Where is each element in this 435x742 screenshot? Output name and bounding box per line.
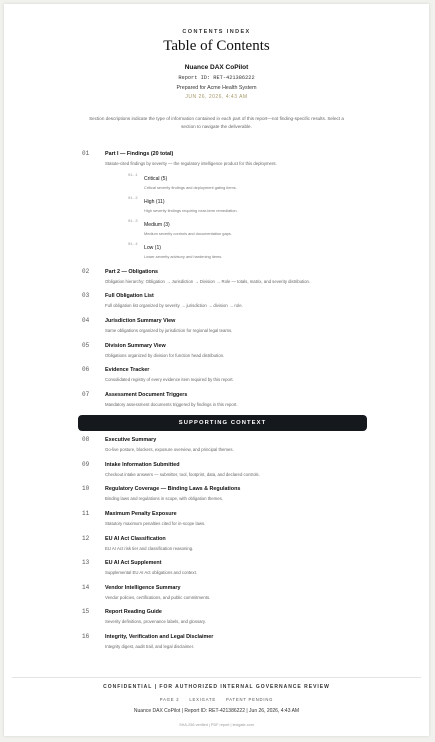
entry-description: Severity definitions, provenance labels, and glossary. <box>105 619 206 624</box>
entry-title: Assessment Document Triggers <box>105 392 188 398</box>
entry-title: Vendor Intelligence Summary <box>105 585 181 591</box>
entry-description: Full obligation list organized by severity → jurisdiction → division → role. <box>105 303 243 308</box>
intro-text: Section descriptions indicate the type of information contained in each part of this report—not finding-specific results. Select a section to navigate the deliverable. <box>89 116 344 129</box>
subentry-number: 01.1 <box>128 174 138 178</box>
entry-title: Executive Summary <box>105 437 157 443</box>
entry-title: Intake Information Submitted <box>105 462 180 468</box>
footer-id-line: Nuance DAX CoPilot | Report ID: RET-421386222 | Jun 26, 2026, 4:43 AM <box>133 708 300 714</box>
report-id: Report ID: RET-421386222 <box>178 75 255 81</box>
entry-number: 01 <box>82 150 90 157</box>
prepared-for: Prepared for Acme Health System <box>176 85 257 91</box>
entry-description: Mandatory assessment documents triggered by findings in this report. <box>105 402 238 407</box>
entry-description: Go-live posture, blockers, exposure overview, and principal themes. <box>105 447 234 452</box>
entry-number: 07 <box>82 391 90 398</box>
entry-description: Statutory maximum penalties cited for in-scope laws. <box>105 521 206 526</box>
subentry-description: Critical severity findings and deployment gating items. <box>144 185 237 190</box>
entry-number: 10 <box>82 485 90 492</box>
entry-number: 02 <box>82 268 90 275</box>
entry-title: Division Summary View <box>105 343 166 349</box>
brand-name: LEXIGATE <box>189 697 216 702</box>
entry-number: 11 <box>82 510 90 517</box>
entry-title: Maximum Penalty Exposure <box>105 511 177 517</box>
entry-number: 05 <box>82 342 90 349</box>
page-number: PAGE 2 <box>159 697 180 702</box>
subentry-title: Low (1) <box>144 245 161 251</box>
contents-eyebrow: CONTENTS INDEX <box>182 29 251 35</box>
subentry-number: 01.3 <box>128 220 138 224</box>
subentry-number: 01.2 <box>128 197 138 201</box>
entry-number: 12 <box>82 535 90 542</box>
entry-title: EU AI Act Classification <box>105 536 166 542</box>
subentry-title: Medium (3) <box>144 222 170 228</box>
entry-title: Jurisdiction Summary View <box>105 318 176 324</box>
entry-description: Vendor policies, certifications, and public commitments. <box>105 595 211 600</box>
entry-description: Supplemental EU AI Act obligations and context. <box>105 570 197 575</box>
subentry-description: Medium severity controls and documentation gaps. <box>144 231 232 236</box>
entry-description: Same obligations organized by jurisdiction for regional legal teams. <box>105 328 233 333</box>
entry-number: 09 <box>82 461 90 468</box>
footer-meta <box>4 697 429 702</box>
supporting-context-banner: SUPPORTING CONTEXT <box>78 415 367 431</box>
entry-description: EU AI Act risk tier and classification reasoning. <box>105 546 194 551</box>
report-date: JUN 26, 2026, 4:43 AM <box>185 94 248 100</box>
entry-number: 08 <box>82 436 90 443</box>
subentry-description: High severity findings requiring near-term remediation. <box>144 208 238 213</box>
entry-title: Part I — Findings (20 total) <box>105 151 174 157</box>
footer-small-print: SHA-256 verified | PDF report | lexigate.com <box>179 723 254 727</box>
entry-title: EU AI Act Supplement <box>105 560 162 566</box>
footer-divider <box>12 677 421 678</box>
entry-number: 15 <box>82 608 90 615</box>
entry-number: 13 <box>82 559 90 566</box>
entry-description: Obligations organized by division for function head distribution. <box>105 353 225 358</box>
entry-description: Binding laws and regulations in scope, with obligation themes. <box>105 496 223 501</box>
entry-number: 06 <box>82 366 90 373</box>
page-title: Table of Contents <box>163 38 270 54</box>
entry-description: Statute-cited findings by severity — the regulatory intelligence product for this deployment. <box>105 161 277 166</box>
report-page <box>4 4 429 736</box>
entry-number: 03 <box>82 292 90 299</box>
entry-description: Checkout intake answers — submitter, tool, footprint, data, and declared controls. <box>105 472 260 477</box>
entry-title: Report Reading Guide <box>105 609 162 615</box>
entry-description: Consolidated registry of every evidence item required by this report. <box>105 377 234 382</box>
entry-title: Integrity, Verification and Legal Disclaimer <box>105 634 214 640</box>
entry-number: 16 <box>82 633 90 640</box>
entry-number: 04 <box>82 317 90 324</box>
entry-title: Part 2 — Obligations <box>105 269 159 275</box>
entry-number: 14 <box>82 584 90 591</box>
entry-description: Integrity digest, audit trail, and legal disclaimer. <box>105 644 195 649</box>
entry-description: Obligation hierarchy: Obligation → Jurisdiction → Division → Role — totals, matrix, and severity distribution. <box>105 279 311 284</box>
patent-notice: PATENT PENDING <box>225 697 274 702</box>
subentry-title: High (11) <box>144 199 165 205</box>
subentry-number: 01.4 <box>128 243 138 247</box>
confidential-notice: CONFIDENTIAL | FOR AUTHORIZED INTERNAL GOVERNANCE REVIEW <box>103 684 330 690</box>
entry-title: Evidence Tracker <box>105 367 150 373</box>
subentry-description: Lower-severity advisory and hardening items. <box>144 254 223 259</box>
product-name: Nuance DAX CoPilot <box>184 64 249 71</box>
entry-title: Regulatory Coverage — Binding Laws & Regulations <box>105 486 241 492</box>
entry-title: Full Obligation List <box>105 293 154 299</box>
subentry-title: Critical (5) <box>144 176 168 182</box>
